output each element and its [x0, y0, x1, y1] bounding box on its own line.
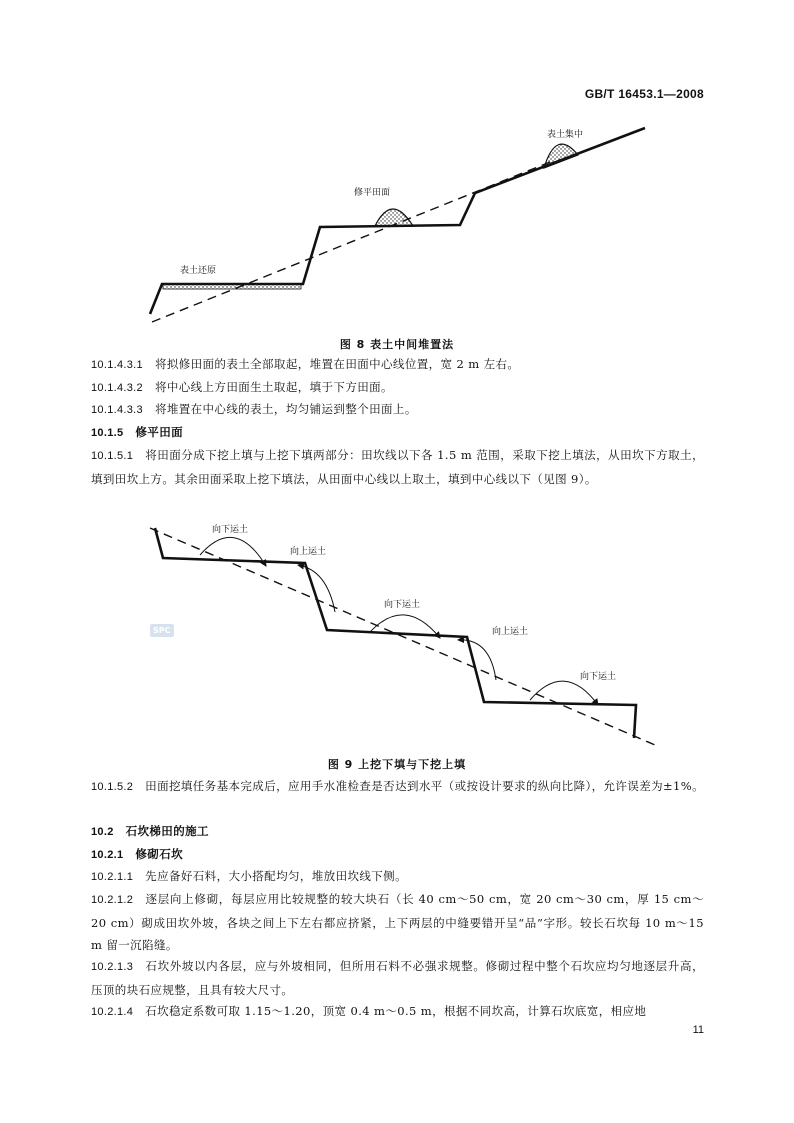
- label-up-2: 向上运土: [492, 627, 529, 637]
- label-down-2: 向下运土: [384, 600, 421, 610]
- figure-9-caption: 图 9 上挖下填与下挖上填: [327, 758, 467, 771]
- para-10-1-5-2: 10.1.5.2 田面挖填任务基本完成后，应用手水准检查是否达到水平（或按设计要求的纵向比降），允许误差为±1%。: [91, 779, 704, 793]
- label-biaotu-jizhong: 表土集中: [547, 130, 584, 140]
- figure-9-diagram: [0, 520, 794, 760]
- arrow-down-3: [530, 681, 598, 705]
- heading-10-1-5: 10.1.5 修平田面: [91, 425, 183, 439]
- label-xiuping-tianmian: 修平田面: [354, 188, 391, 198]
- para-10-1-4-3-1: 10.1.4.3.1 将拟修田面的表土全部取起，堆置在田面中心线位置，宽 2 m 左右。: [91, 357, 520, 371]
- para-10-1-4-3-2: 10.1.4.3.2 将中心线上方田面生土取起，填于下方田面。: [91, 380, 393, 394]
- label-up-1: 向上运土: [290, 547, 327, 557]
- heading-10-2-1: 10.2.1 修砌石坎: [91, 847, 183, 861]
- original-slope-line: [150, 528, 655, 745]
- standard-code: GB/T 16453.1—2008: [584, 87, 704, 101]
- watermark-logo: SPC: [150, 624, 174, 637]
- para-10-1-4-3-3: 10.1.4.3.3 将堆置在中心线的表土，均匀铺运到整个田面上。: [91, 402, 417, 416]
- para-10-2-1-4: 10.2.1.4 石坎稳定系数可取 1.15～1.20，顶宽 0.4 m～0.5 m，根据不同坎高，计算石坎底宽，相应地: [91, 1004, 647, 1018]
- figure-8-diagram: [0, 0, 794, 330]
- heading-10-2: 10.2 石坎梯田的施工: [91, 824, 209, 838]
- para-10-2-1-2: 10.2.1.2 逐层向上修砌，每层应用比较规整的较大块石（长 40 cm～50 cm，宽 20 cm～30 cm，厚 15 cm～20 cm）砌成田坎外坡，各块之间上下左右都应挤紧，上下两层的中缝要错开呈“品”字形。较长石坎每 10 m～15 m 留一沉陷缝。: [91, 892, 704, 952]
- label-down-3: 向下运土: [580, 672, 617, 682]
- para-10-2-1-1: 10.2.1.1 先应备好石料，大小搭配均匀，堆放田坎线下侧。: [91, 869, 407, 883]
- label-biaotu-huanyuan: 表土还原: [180, 266, 217, 276]
- label-down-1: 向下运土: [212, 525, 249, 535]
- topsoil-restored-strip: [163, 284, 301, 289]
- original-slope-line: [152, 160, 555, 322]
- topsoil-pile-top: [544, 144, 578, 168]
- figure-8-caption: 图 8 表土中间堆置法: [339, 338, 455, 351]
- para-10-1-5-1: 10.1.5.1 将田面分成下挖上填与上挖下填两部分：田坎线以下各 1.5 m 范围，采取下挖上填法，从田坎下方取土，填到田坎上方。其余田面采取上挖下填法，从田面中心线以上取土，填到中心线以下（见图 9）。: [91, 448, 704, 486]
- topsoil-pile-middle: [375, 209, 413, 226]
- page-number: 11: [692, 1024, 704, 1036]
- para-10-2-1-3: 10.2.1.3 石坎外坡以内各层，应与外坡相同，但所用石料不必强求规整。修砌过程中整个石坎应均匀地逐层升高，压顶的块石应规整，且具有较大尺寸。: [91, 959, 704, 997]
